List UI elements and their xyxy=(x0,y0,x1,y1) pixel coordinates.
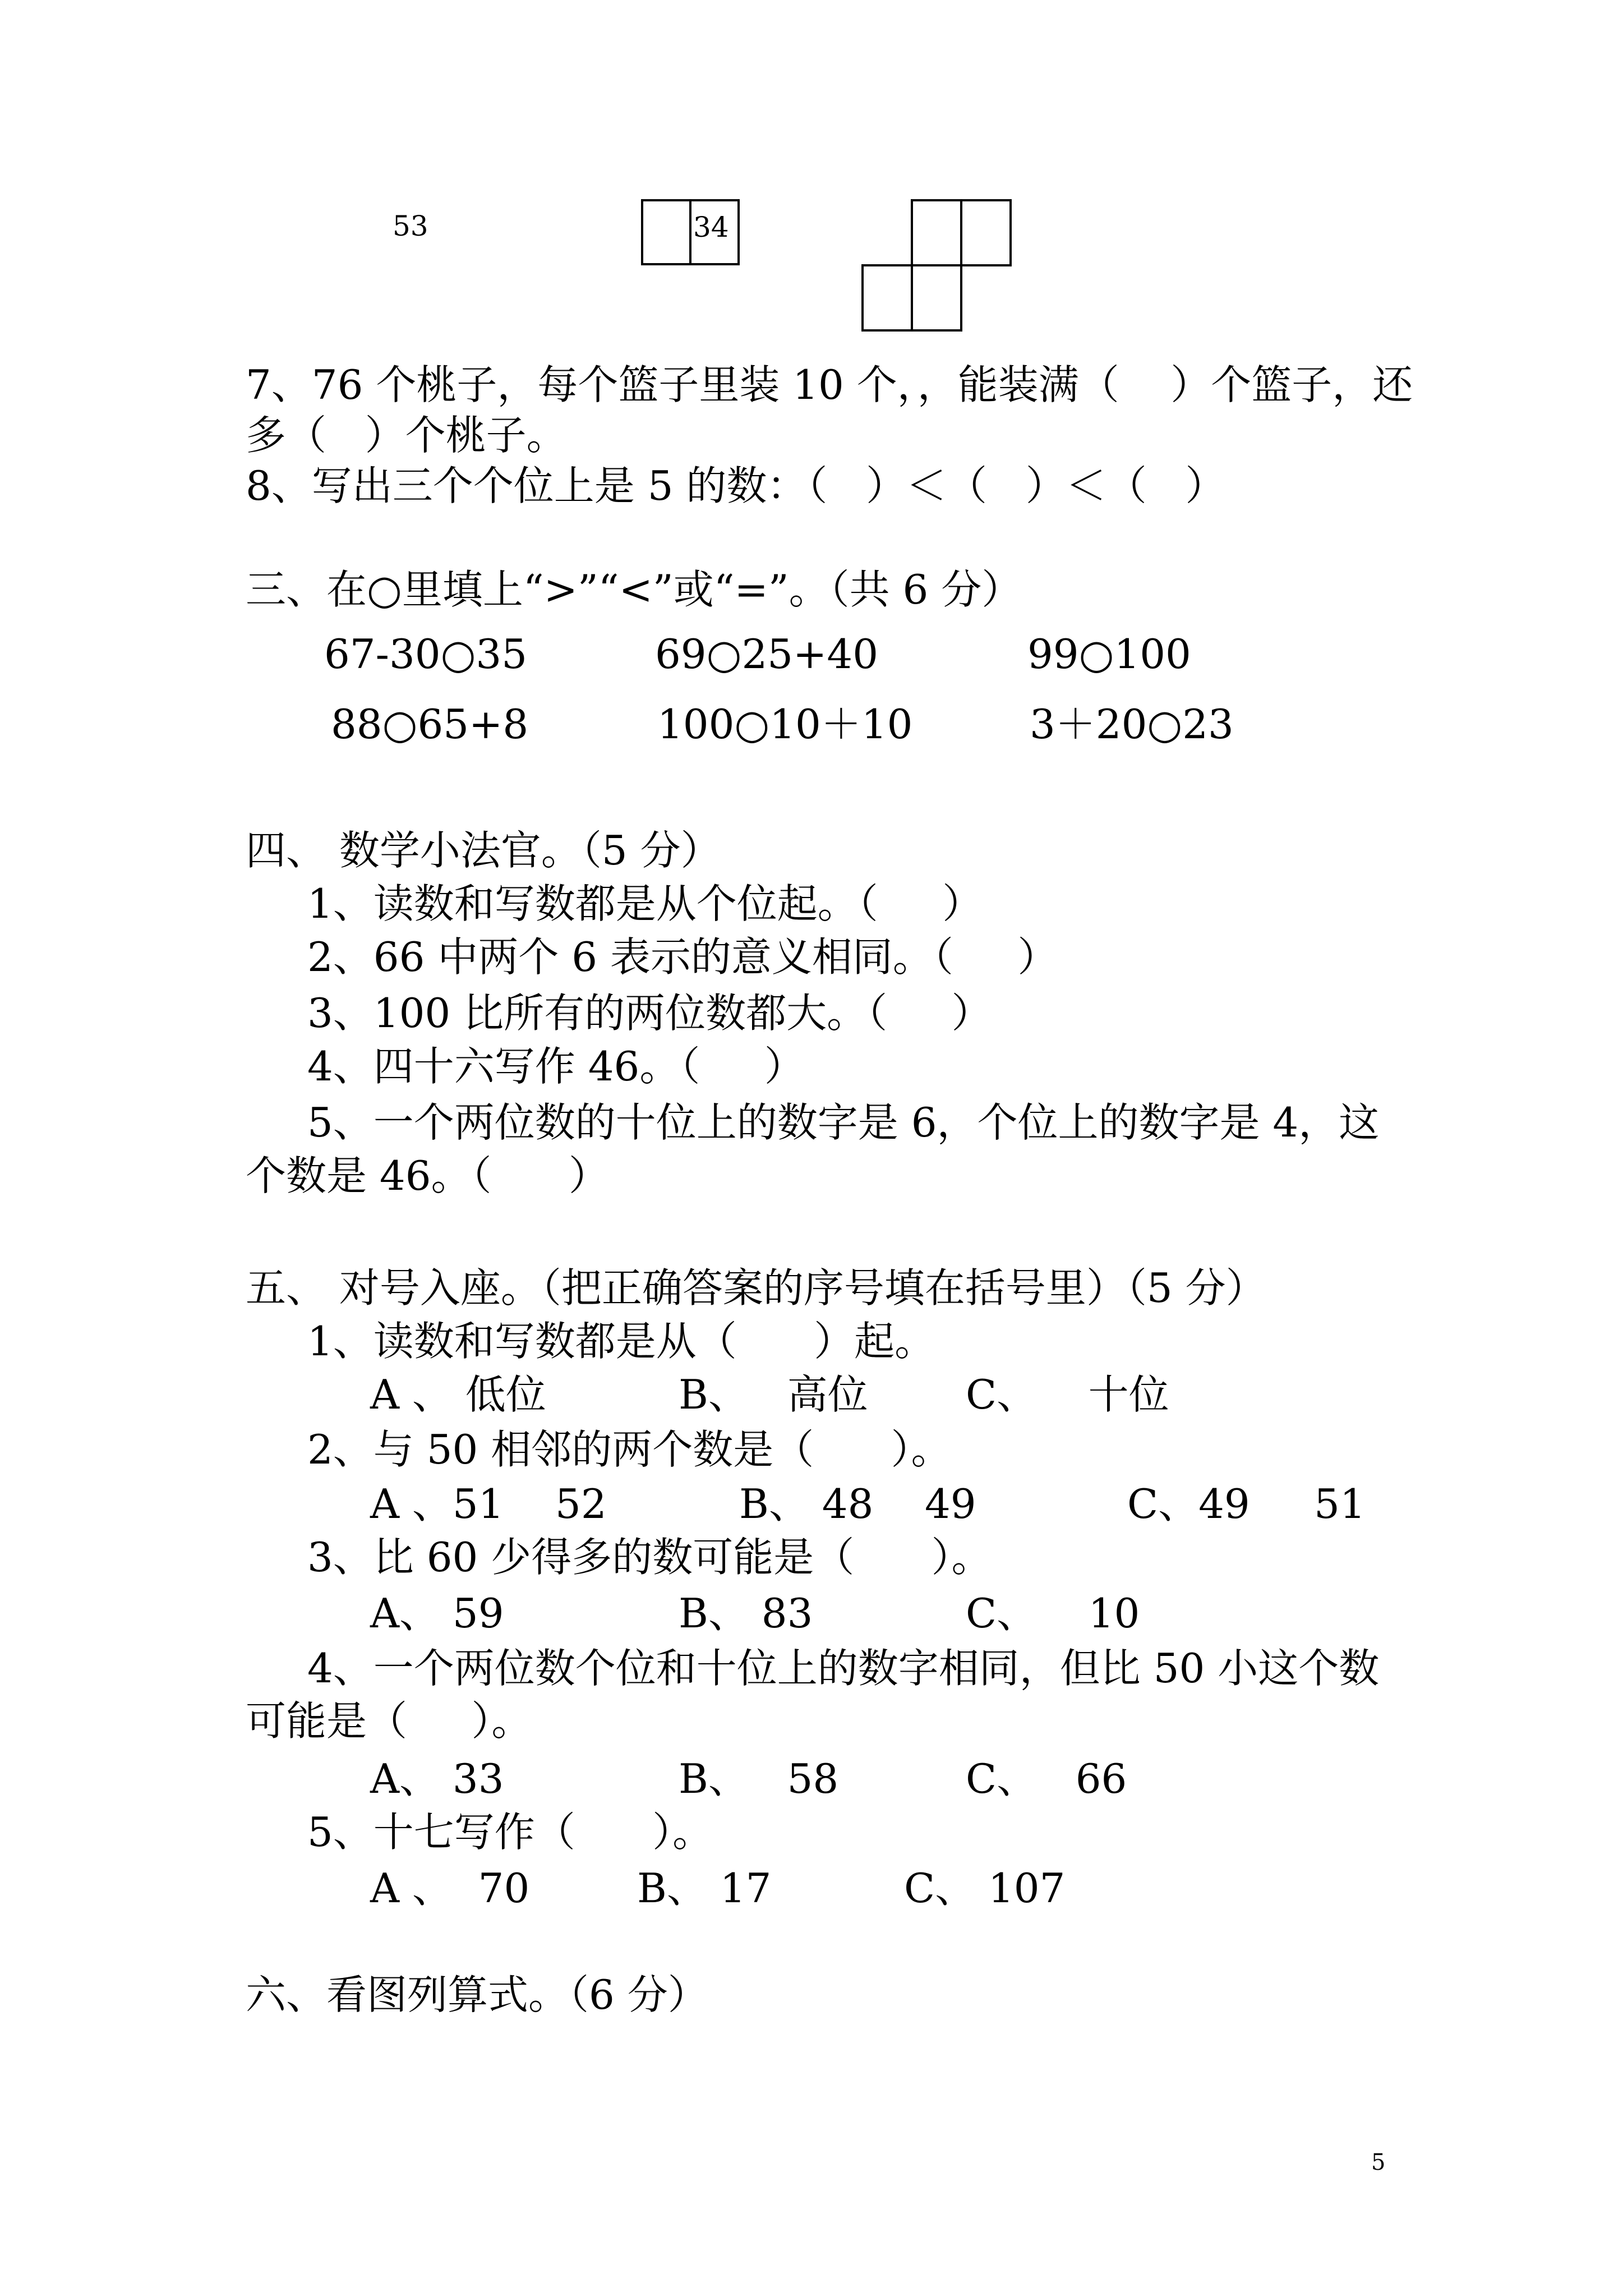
choice-option: C、 66 xyxy=(966,1755,1127,1802)
section-3-title: 三、在○里填上“>”“<”或“=”。（共 6 分） xyxy=(246,566,1022,613)
question-8: 8、写出三个个位上是 5 的数：（ ）＜（ ）＜（ ） xyxy=(246,462,1226,509)
choice-option: B、 83 xyxy=(679,1590,813,1637)
puzzle-box-blank xyxy=(641,199,691,265)
puzzle-left-number: 53 xyxy=(393,210,428,242)
choice-question: 5、十七写作（ ）。 xyxy=(307,1809,713,1856)
judge-item: 3、100 比所有的两位数都大。（ ） xyxy=(307,990,992,1037)
choice-option: C、 十位 xyxy=(966,1371,1169,1418)
choice-option: B、 58 xyxy=(679,1755,839,1802)
choice-option: B、 高位 xyxy=(679,1371,868,1418)
compare-item: 67-30○35 xyxy=(324,631,528,678)
grid-cell xyxy=(960,199,1012,266)
choice-question: 4、一个两位数个位和十位上的数字相同，但比 50 小这个数 xyxy=(307,1645,1380,1692)
choice-option: B、 48 49 xyxy=(739,1480,976,1527)
section-4-title: 四、 数学小法官。（5 分） xyxy=(246,827,721,874)
choice-option: C、 107 xyxy=(904,1865,1066,1912)
choice-option: B、 17 xyxy=(637,1865,772,1912)
judge-item: 1、读数和写数都是从个位起。（ ） xyxy=(307,880,983,927)
judge-item: 5、一个两位数的十位上的数字是 6，个位上的数字是 4，这 xyxy=(307,1099,1380,1146)
grid-cell xyxy=(911,199,962,266)
choice-option: C、 10 xyxy=(966,1590,1140,1637)
choice-question: 2、与 50 相邻的两个数是（ ）。 xyxy=(307,1426,952,1473)
choice-option: A、 59 xyxy=(370,1590,504,1637)
choice-option: A 、 低位 xyxy=(370,1371,546,1418)
compare-item: 88○65+8 xyxy=(331,701,529,748)
question-7-line1: 7、76 个桃子，每个篮子里装 10 个，，能装满（ ）个篮子，还 xyxy=(246,361,1413,408)
section-6-title: 六、看图列算式。（6 分） xyxy=(246,1971,708,2018)
compare-item: 100○10＋10 xyxy=(657,701,913,748)
compare-item: 3＋20○23 xyxy=(1030,701,1234,748)
grid-cell xyxy=(861,264,913,332)
grid-cell xyxy=(911,264,962,332)
judge-item: 4、四十六写作 46。（ ） xyxy=(307,1043,805,1090)
compare-item: 99○100 xyxy=(1027,631,1191,678)
puzzle-box-number: 34 xyxy=(693,211,729,243)
judge-item: 2、66 中两个 6 表示的意义相同。（ ） xyxy=(307,933,1058,981)
choice-option: A、 33 xyxy=(370,1755,504,1802)
question-7-line2: 多（ ）个桃子。 xyxy=(246,412,567,459)
page-number: 5 xyxy=(1371,2150,1386,2175)
choice-question: 1、读数和写数都是从（ ）起。 xyxy=(307,1318,935,1365)
judge-item-line2: 个数是 46。（ ） xyxy=(246,1152,609,1199)
choice-question-line2: 可能是（ ）。 xyxy=(246,1697,532,1745)
section-5-title: 五、 对号入座。（把正确答案的序号填在括号里）（5 分） xyxy=(246,1264,1266,1312)
choice-option: A 、 70 xyxy=(370,1865,530,1912)
choice-question: 3、比 60 少得多的数可能是（ ）。 xyxy=(307,1534,992,1581)
choice-option: C、49 51 xyxy=(1127,1480,1366,1527)
compare-item: 69○25+40 xyxy=(655,631,879,678)
choice-option: A 、51 52 xyxy=(370,1480,607,1527)
